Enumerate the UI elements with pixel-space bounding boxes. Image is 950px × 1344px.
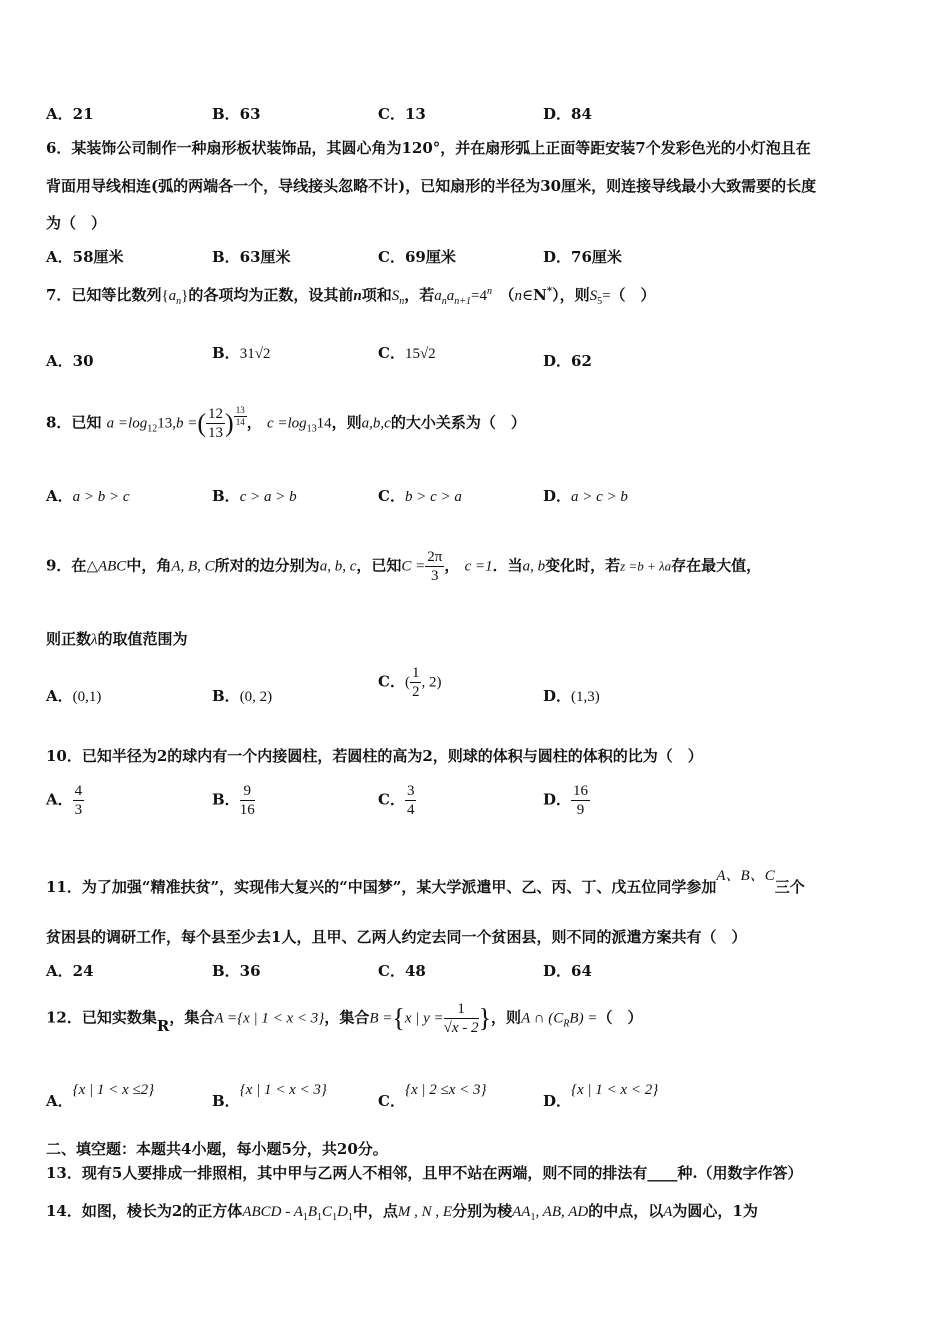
q5-option-c: C．13 (378, 105, 426, 123)
q12-option-d: D．{x | 1 < x < 2} (543, 1082, 659, 1110)
q7-option-a: A．30 (46, 352, 94, 370)
q12-option-a: A．{x | 1 < x ≤2} (46, 1082, 155, 1110)
q6-option-a: A．58厘米 (46, 248, 124, 266)
q6-option-c: C．69厘米 (378, 248, 456, 266)
q9-stem-line-2: 则正数λ的取值范围为 (46, 630, 188, 648)
q9-option-c: C．( $\frac{1}{2}$ , 2) (378, 665, 442, 700)
q5-option-b: B．63 (212, 105, 261, 123)
q8-stem: 8．已知 $a =\log_{12}13,b$ =( $\frac{12}{13}$ ) $^{\frac{13}{14}}$ ， $c =\log_{13}14$，则a,b,c的大小关系为（ ） (46, 405, 526, 441)
q6-option-b: B．63厘米 (212, 248, 291, 266)
q12-option-b: B．{x | 1 < x < 3} (212, 1082, 327, 1110)
q7-option-c: C．15√2 (378, 344, 436, 362)
q8-option-d: D．a > c > b (543, 487, 628, 505)
q9-stem-line-1: 9．在△ABC中，角A, B, C所对的边分别为a, b, c，已知C = $\frac{2\pi}{3}$ ， c =1．当a, b变化时，若z =b + λa存在最大值， (46, 549, 762, 584)
q11-option-d: D．64 (543, 962, 592, 980)
q8-option-b: B．c > a > b (212, 487, 297, 505)
q13-stem: 13．现有5人要排成一排照相，其中甲与乙两人不相邻，且甲不站在两端，则不同的排法有____种.（用数字作答） (46, 1164, 803, 1182)
q6-line-3: 为（ ） (46, 214, 107, 232)
q8-option-c: C．b > c > a (378, 487, 462, 505)
q6-option-d: D．76厘米 (543, 248, 622, 266)
q14-stem: 14．如图，棱长为2的正方体ABCD - $A_1B_1C_1D_1$中，点M , N , E分别为棱$AA_1$, AB, AD的中点，以A为圆心，1为 (46, 1202, 758, 1223)
section-2-heading: 二、填空题：本题共4小题，每小题5分，共20分。 (46, 1140, 388, 1158)
q12-option-c: C．{x | 2 ≤x < 3} (378, 1082, 487, 1110)
q10-stem: 10．已知半径为2的球内有一个内接圆柱，若圆柱的高为2，则球的体积与圆柱的体积的比为（ ） (46, 747, 703, 765)
q12-stem: 12．已知实数集R，集合A ={x | 1 < x < 3}，集合B ={x | y = $\frac{1}{√x - 2}$ }，则A ∩ $(C_RB)$ =（ ） (46, 1001, 643, 1036)
q10-option-c: C． $\frac{3}{4}$ (378, 783, 415, 818)
q7-option-d: D．62 (543, 352, 592, 370)
q6-line-1: 6．某装饰公司制作一种扇形板状装饰品，其圆心角为120°，并在扇形弧上正面等距安装7个发彩色光的小灯泡且在 (46, 139, 811, 157)
q11-option-a: A．24 (46, 962, 94, 980)
q7-stem: 7．已知等比数列$\{a_n\}$的各项均为正数，设其前n项和$S_n$，若$a_na_{n+1}=4^n$ （n∈N*），则$S_5=$（ ） (46, 286, 656, 307)
q8-option-a: A．a > b > c (46, 487, 130, 505)
q11-option-c: C．48 (378, 962, 426, 980)
q5-option-a: A．21 (46, 105, 94, 123)
q11-option-b: B．36 (212, 962, 261, 980)
q9-option-a: A．(0,1) (46, 687, 102, 705)
q11-stem-line-2: 贫困县的调研工作，每个县至少去1人，且甲、乙两人约定去同一个贫困县，则不同的派遣方案共有（ ） (46, 928, 747, 946)
q6-line-2: 背面用导线相连(弧的两端各一个，导线接头忽略不计)，已知扇形的半径为30厘米，则连接导线最小大致需要的长度 (46, 177, 817, 195)
q10-option-d: D． $\frac{16}{9}$ (543, 783, 589, 818)
q10-option-a: A． $\frac{4}{3}$ (46, 783, 83, 818)
q9-option-b: B．(0, 2) (212, 687, 273, 705)
q11-stem-line-1: 11．为了加强“精准扶贫”，实现伟大复兴的“中国梦”，某大学派遣甲、乙、丙、丁、戊五位同学参加A、B、C三个 (46, 868, 805, 896)
q10-option-b: B． $\frac{9}{16}$ (212, 783, 255, 818)
q7-option-b: B．31√2 (212, 344, 271, 362)
q5-option-d: D．84 (543, 105, 592, 123)
q9-option-d: D．(1,3) (543, 687, 600, 705)
